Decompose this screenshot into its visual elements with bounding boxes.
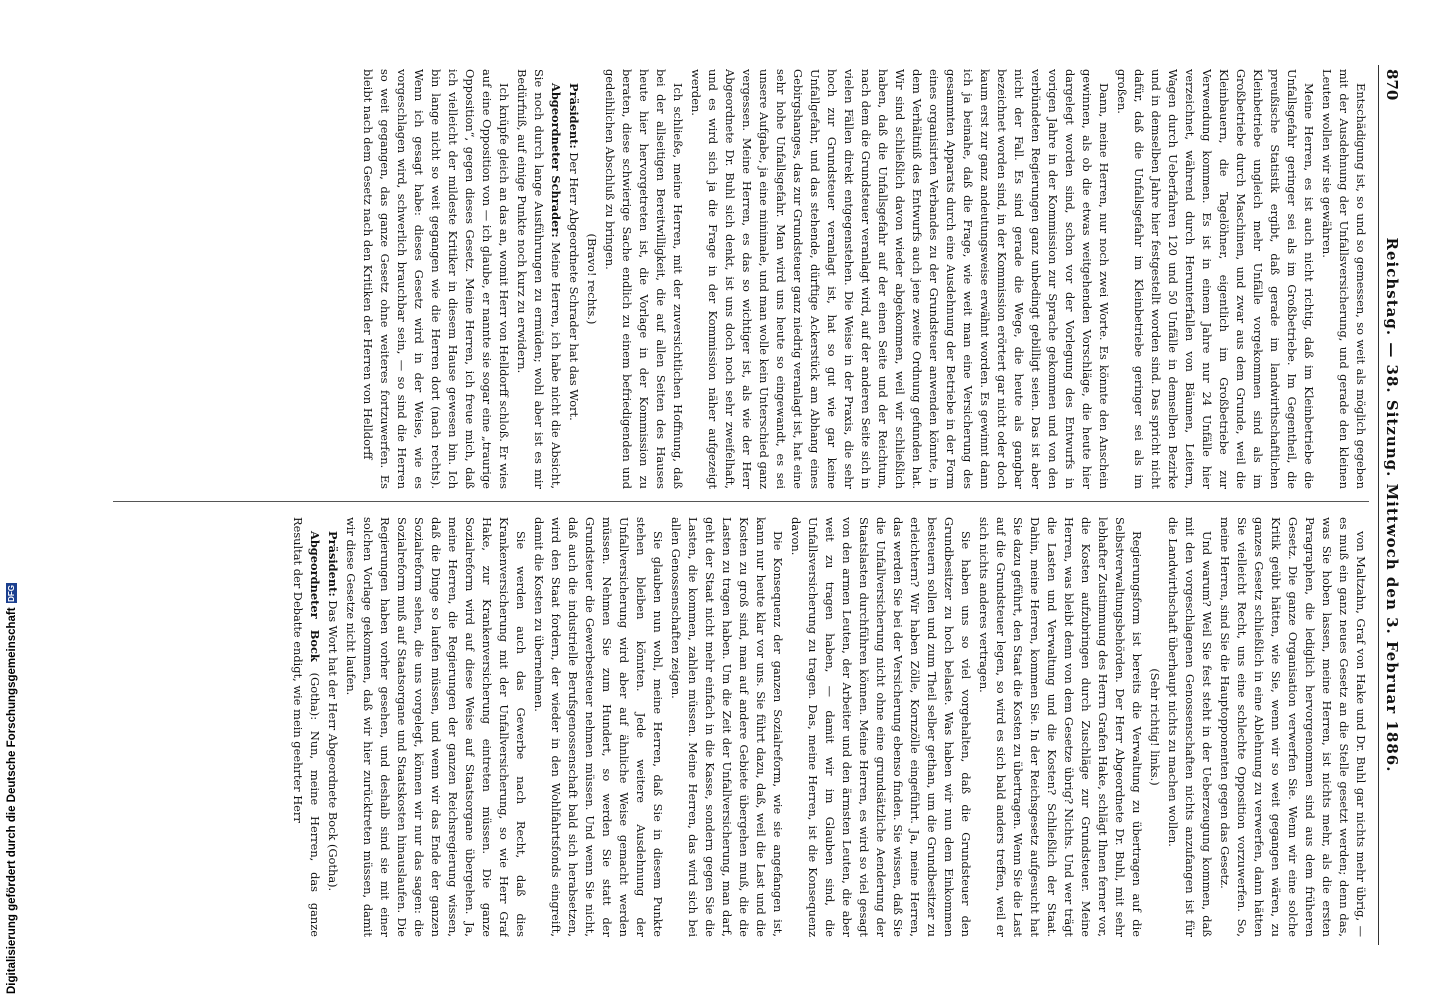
speaker-label: Präsident: [566, 83, 581, 149]
statement-text: (Gotha): Nun, meine Herren, das ganze Resultat der Debatte endigt, wie mein geehrter Herr [290, 517, 322, 937]
interjection: (Bravo! rechts.) [584, 233, 599, 325]
credit-text: Digitalisierung gefördert durch die Deutsche Forschungsgemeinschaft [6, 607, 18, 994]
paragraph: Entschädigung ist, so und so gemessen, so weit als möglich gegeben mit der Ausdehnung der Unfallsversicherung, und gerade den kleinen Leuten wollen wir sie gewähren. [1319, 69, 1368, 489]
interjection: (Sehr richtig! links.) [1147, 668, 1162, 786]
paragraph: Ich schließe, meine Herren, mit der zuversichtlichen Hoffnung, daß bei der allseitigen Bereitwilligkeit, die auf allen Seiten des Hauses heute hier hervorgetreten ist, die Vorlage in der Kommission zu beraten, diese schwierige Sache endlich zu einem befriedigenden und gedeihlichen Abschluß zu bringen. [602, 69, 685, 489]
speaker-label: Abgeordneter Bock [307, 531, 322, 662]
page-number: 870 [1382, 69, 1401, 101]
paragraph: Dann, meine Herren, nur noch zwei Worte. Es könnte den Anschein gewinnen, als ob die etwas weitgehenden Vorschläge, die heute hier dargelegt worden sind, schon vor der Vorlegung des Entwurfs in vorigen Jahre in der Kommission zur Sprache gekommen und von den verbündeten Regierungen ganz unbedingt gebilligt seien. Das ist aber nicht der Fall. Es sind gerade die Wege, die heute als gangbar bezeichnet worden sind, in der Kommission erörtert gar nicht oder doch kaum erst zur ganz andeutungsweise erwähnt worden. Es gewinnt dann ich ja beinahe, daß die Frage, wie weit man eine Versicherung des gesammten Apparats durch eine Ausdehnung der Betriebe in der Form eines organisirten Verbandes zu der Grundsteuer anwenden könnte, in dem Verhältniß des Entwurfs auch jene zweite Ordnung gefunden hat. Wir sind schließlich davon wieder abgekommen, weil wir schließlich haben, daß die Unfallsgefahr auf der einen Seite und der Reichtum, nach dem die Grundsteuer veranlagt wird, auf der anderen Seite sich in vielen Fällen direkt entgegenstehen. Die Weise in der Praxis, die sehr hoch zur Grundsteuer veranlagt ist, hat so gut wie gar keine Unfallgefahr, und das stehende, dürftige Ackerstück am Abhang eines Gebirgshanges, das zur Grundsteuer ganz niedrig veranlagt ist, hat eine sehr hohe Unfallsgefahr. Man wird uns heute so eingewandt, es sei unsere Aufgabe, ja eine minimale, und man wolle kein Unterschied ganz vergessen. Meine Herren, es das so wichtiger ist, als wie der Herr Abgeordnete Dr. Buhl sich denkt, ist uns doch noch sehr zweifelhaft, und es wird sich ja die Frage in der Kommission näher aufgezeigt werden. [688, 69, 1111, 489]
speaker-label: Abgeordneter Schrader: [548, 83, 563, 238]
president-statement [565, 69, 582, 489]
paragraph: Die Konsequenz der ganzen Sozialreform, wie sie angefangen ist, kann nur heute klar vor uns. Sie führt dazu, daß, weil die Last und die Kosten zu groß sind, man auf andere Gebiete übergehen muß, die die Lasten zu tragen haben. Um die Zeit der Unfallversicherung, man darf, geht der Staat nicht mehr einfach in die Kasse, sondern gegen Sie die Lasten, die kommen, zahlen müssen. Meine Herren, das wird sich bei allen Genossenschaften zeigen. [668, 517, 785, 937]
rotated-page-area [110, 70, 1405, 940]
speaker-statement [289, 517, 323, 937]
paragraph: Sie werden auch das Gewerbe nach Recht, daß dies Krankenversicherung mit der Unfallversicherung, so wie Herr Graf Hake, zur Krankenversicherung eintreten müssen. Die ganze Sozialreform wird auf diese Weise auf Staatsorgane übergehen. Ja, meine Herren, die Regierungen der ganzen Reichsregierung wissen, daß die Dinge so laufen müssen, und wenn wir das Ende der ganzen Sozialreform sehen, die uns vorgelegt, können wir nur das sagen: die Sozialreform muß auf Staatsorgane und Staatskosten hinauslaufen. Die Regierungen haben vorher gesehen, und deshalb sind sie mit einer solchen Vorlage gekommen, daß wir hier zurücktreten müssen, damit wir diese Gesetze nicht laufen. [343, 517, 528, 937]
paragraph: Meine Herren, es ist auch nicht richtig, daß im Kleinbetriebe die Unfallsgefahr geringer sei als im Großbetriebe. Im Gegentheil, die preußische Statistik ergibt, daß gerade im landwirthschaftlichen Kleinbetriebe ungleich mehr Unfälle vorgekommen sind als im Großbetriebe durch Maschinen, und zwar aus dem Grunde, weil die Kleinbauern, die Tagelöhner, eigentlich im Großbetriebe zur Verwendung kommen. Es ist in einem Jahre nur 24 Unfälle hier verzeichnet, während durch Herunterfallen von Bäumen, Leitern, Wagen durch Ueberfahren 120 und 50 Unfälle in demselben Bezirke und in demselben Jahre hier festgestellt worden sind. Das spricht nicht dafür, daß die Unfallsgefahr im Kleinbetriebe geringer sei als im großen. [1114, 69, 1316, 489]
paragraph: Sie haben uns so viel vorgehalten, daß die Grundsteuer den Grundbesitzer zu hoch belaste. Was haben wir nun dem Einkommen besteuern sollen und zum Theil selber gethan, um die Grundbesitzer zu erleichtern? Wir haben Zölle, Kornzölle eingeführt. Ja, meine Herren, das werden Sie bei der Versicherung ebenso finden. Sie wissen, daß Sie die Unfallversicherung nicht ohne eine grundsätzliche Aenderung der Staatslasten durchführen können. Meine Herren, es wird so viel gesagt von den armen Leuten, der Arbeiter und den ärmsten Leuten, die aber weit zu tragen haben, — damit wir im Glauben sind, die Unfallsversicherung zu tragen. Das, meine Herren, ist die Konsequenz davon. [788, 517, 973, 937]
speaker-label: Präsident: [325, 531, 340, 597]
digitization-credit [0, 0, 18, 1000]
speaker-statement [513, 69, 564, 489]
page-content [113, 65, 1403, 945]
president-statement [324, 517, 341, 937]
left-column [113, 69, 1369, 489]
paragraph: Und warum? Weil Sie fest steht in der Ueberzeugung kommen, daß mit den vorgeschlagenen Genossenschaften nichts anzufangen ist für die Landwirthschaft überhaupt nichts zu machen wollen. [1165, 517, 1214, 937]
statement-text: Meine Herren, ich habe nicht die Absicht, Sie noch durch lange Ausführungen zu ermüden; wohl aber ist es mir Bedürfniß, auf einige Punkte noch kurz zu erwidern. [514, 69, 563, 489]
column-divider [113, 501, 1369, 502]
paragraph: Regierungsform ist bereits die Verwaltung zu übertragen auf die Selbstverwaltungsbehörden. Der Herr Abgeordnete Dr. Buhl, mit sehr lebhafter Zustimmung des Herrn Grafen Hake, schlägt Ihnen ferner vor, die Kosten aufzubringen durch Zuschläge zur Grundsteuer. Meine Herren, was bleibt denn von dem Gesetze übrig? Nichts. Und wer trägt die Lasten und Verwaltung und die Kosten? Schließlich der Staat. Dahin, meine Herren, kommen Sie. In der Reichsgesetz aufgesucht hat Sie dazu geführt, den Staat die Kosten zu übertragen. Wenn Sie die Last auf die Grundsteuer legen, so wird es sich bald anders treffen, weil er sich nichts anderes vertragen. [976, 517, 1144, 937]
right-column [113, 517, 1369, 937]
dfg-logo: DFG [7, 584, 17, 602]
paragraph: Ich knüpfe gleich an das an, womit Herr von Helldorff schloß. Er wies auf eine Opposition von — ich glaube, er nannte sie sogar eine „traurige Opposition“, gegen dieses Gesetz. Meine Herren, ich freue mich, daß ich vielleicht der mildeste Kritiker in diesem Hause gewesen bin. Ich bin lange nicht so weit gegangen wie die Herren dort (nach rechts). Wenn ich gesagt habe: dieses Gesetz wird in der Weise, wie es vorgeschlagen wird, schwerlich brauchbar sein, — so sind die Herren so weit gegangen, das ganze Gesetz ohne weiteres fortzuwerfen. Es bleibt nach dem Gesetz nach den Kritiken der Herren von Helldorff [360, 69, 511, 489]
page-header [1378, 65, 1403, 945]
paragraph: Sie glauben nun wohl, meine Herren, daß Sie in diesem Punkte stehen bleiben könnten. Jede weitere Ausdehnung der Unfallversicherung wird aber auf ähnliche Weise gemacht werden müssen. Nehmen Sie zum Hundert, so werden Sie statt der Grundsteuer die Gewerbesteuer nehmen müssen. Und wenn Sie nicht, daß auch die industrielle Berufsgenossenschaft bald sich herabsetzen, wird den Staat fordern, der wieder in den Wohlfahrtsfonds eingreift, damit die Kosten zu übernehmen. [531, 517, 665, 937]
page-title: Reichstag. — 38. Sitzung. Mittwoch den 3. Februar 1886. [1382, 237, 1401, 773]
statement-text: Das Wort hat der Herr Abgeordnete Bock (Gotha). [325, 600, 340, 892]
statement-text: Der Herr Abgeordnete Schrader hat das Wort. [566, 152, 581, 421]
paragraph: von Maltzahn, Graf von Hake und Dr. Buhl gar nichts mehr übrig, — es muß ein ganz neues Gesetz an die Stelle gesetzt werden; denn das, was Sie hoben lassen, meine Herren, ist nichts mehr, als die ersten Paragraphen, die lediglich hervorgenommen sind aus dem früheren Gesetz. Die ganze Organisation verwerfen Sie. Wenn wir eine solche Kritik geübt hätten, wie Sie, wenn wir so weit gegangen wären, zu ganzes Gesetz schließlich in eine Ablehnung zu verwerfen, dann hätten Sie vielleicht Recht, uns eine schlechte Opposition vorzuwerfen. So, meine Herren, sind Sie die Hauptopponenten gegen das Gesetz. [1217, 517, 1368, 937]
